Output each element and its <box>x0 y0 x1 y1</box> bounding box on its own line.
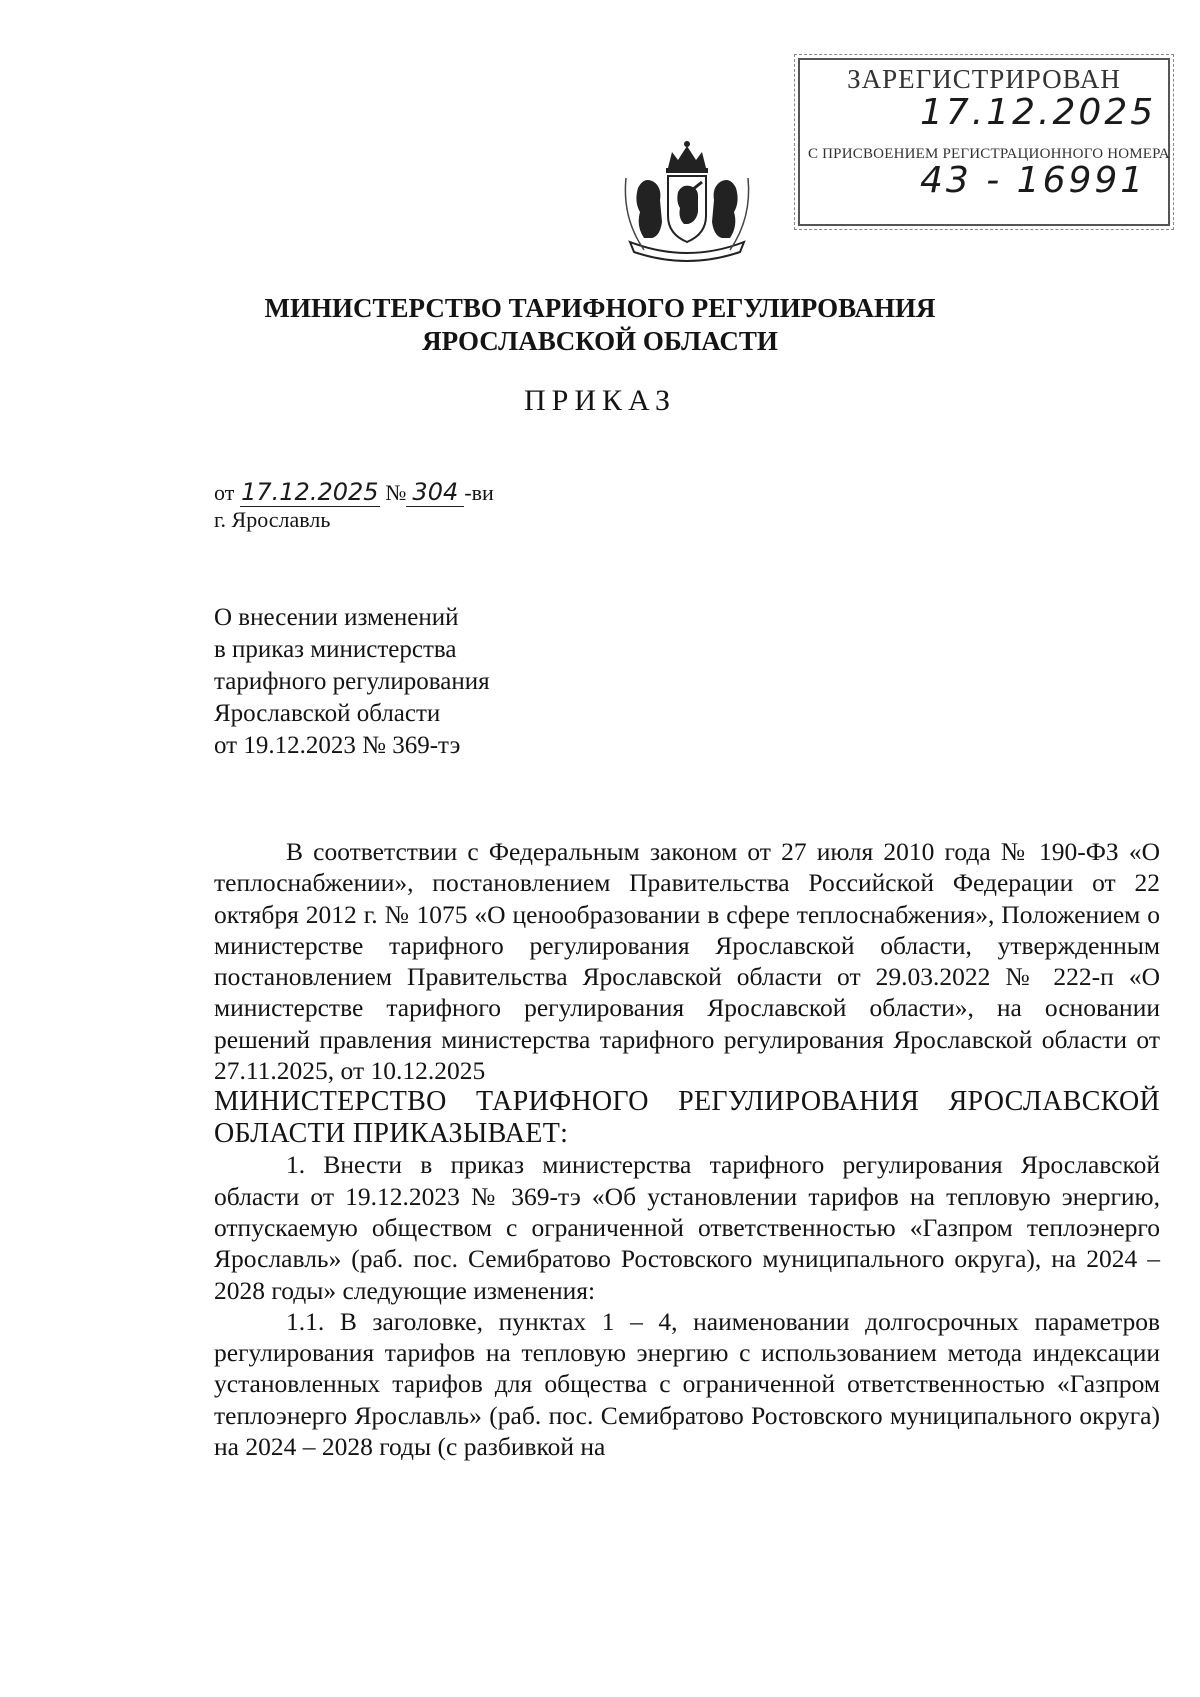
ministry-name-line1: МИНИСТЕРСТВО ТАРИФНОГО РЕГУЛИРОВАНИЯ <box>264 293 936 323</box>
ministry-header <box>0 292 1200 358</box>
item-1-1-paragraph: 1.1. В заголовке, пунктах 1 – 4, наименовании долгосрочных параметров регулирования тарифов на тепловую энергию с использованием метода индексации установленных тарифов для общества с ограниченной ответственностью «Газпром теплоэнерго Ярославль» (раб. пос. Семибратово Ростовского муниципального округа) на 2024 – 2028 годы (с разбивкой на <box>214 1306 1160 1462</box>
subject-line: О внесении изменений <box>214 604 459 631</box>
order-number-handwritten: 304 <box>412 478 459 506</box>
city: г. Ярославль <box>214 507 331 532</box>
stamp-handwritten-date: 17.12.2025 <box>920 92 1157 133</box>
stamp-caption: С ПРИСВОЕНИЕМ РЕГИСТРАЦИОННОГО НОМЕРА <box>808 146 1170 162</box>
order-body <box>214 836 1160 1462</box>
order-phrase: МИНИСТЕРСТВО ТАРИФНОГО РЕГУЛИРОВАНИЯ ЯРОСЛАВСКОЙ ОБЛАСТИ ПРИКАЗЫВАЕТ: <box>214 1086 1160 1149</box>
order-date-field <box>240 478 380 507</box>
order-date-handwritten: 17.12.2025 <box>241 478 379 506</box>
stamp-title: ЗАРЕГИСТРИРОВАН <box>847 64 1121 94</box>
date-prefix: от <box>214 480 235 505</box>
subject-line: тарифного регулирования <box>214 668 490 695</box>
item-1-paragraph: 1. Внести в приказ министерства тарифного регулирования Ярославской области от 19.12.2023 № 369-тэ «Об установлении тарифов на тепловую энергию, отпускаемую обществом с ограниченной ответственностью «Газпром теплоэнерго Ярославль» (раб. пос. Семибратово Ростовского муниципального округа), на 2024 – 2028 годы» следующие изменения: <box>214 1150 1160 1305</box>
subject-line: Ярославской области <box>214 700 441 727</box>
document-type-title: ПРИКАЗ <box>524 384 676 417</box>
number-sign: № <box>385 480 407 505</box>
number-suffix: -ви <box>464 480 494 505</box>
order-date-line <box>214 478 494 507</box>
coat-of-arms-emblem <box>620 138 754 266</box>
subject-line: от 19.12.2023 № 369-тэ <box>214 732 461 759</box>
stamp-handwritten-number: 43 - 16991 <box>920 160 1147 201</box>
ministry-name-line2: ЯРОСЛАВСКОЙ ОБЛАСТИ <box>422 326 778 356</box>
subject-line: в приказ министерства <box>214 636 457 663</box>
order-number-field <box>406 478 464 507</box>
preamble-paragraph: В соответствии с Федеральным законом от 27 июля 2010 года № 190-ФЗ «О теплоснабжении», постановлением Правительства Российской Федерации от 22 октября 2012 г. № 1075 «О ценообразовании в сфере теплоснабжения», Положением о министерстве тарифного регулирования Ярославской области, утвержденным постановлением Правительства Ярославской области от 29.03.2022 № 222-п «О министерстве тарифного регулирования Ярославской области», на основании решений правления министерства тарифного регулирования Ярославской области от 27.11.2025, от 10.12.2025 <box>214 837 1160 1086</box>
order-subject <box>214 602 490 762</box>
